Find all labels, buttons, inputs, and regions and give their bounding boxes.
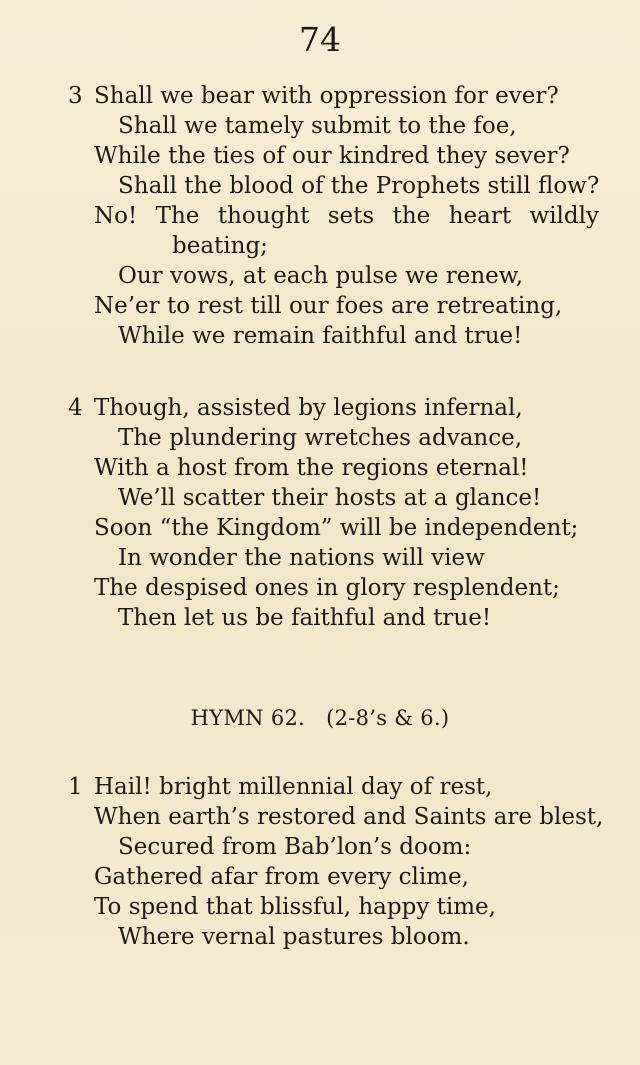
verse-number: 3	[68, 83, 83, 109]
verse-line: While we remain faithful and true!	[118, 323, 523, 349]
verse-line	[94, 201, 599, 231]
verse-line: Then let us be faithful and true!	[118, 605, 492, 631]
page-number: 74	[299, 20, 341, 59]
verse-line: Where vernal pastures bloom.	[118, 924, 470, 950]
verse-number: 1	[68, 774, 83, 800]
verse-line: Hail! bright millennial day of rest,	[94, 774, 493, 800]
verse-line: The plundering wretches advance,	[118, 425, 523, 451]
verse-line-text: No! The thought sets the heart wildly	[94, 203, 599, 229]
verse-line: Shall we bear with oppression for ever?	[94, 83, 559, 109]
verse-line: We’ll scatter their hosts at a glance!	[118, 485, 542, 511]
verse-line: Our vows, at each pulse we renew,	[118, 263, 524, 289]
verse-line: When earth’s restored and Saints are blest,	[94, 804, 604, 830]
verse-line: beating;	[172, 233, 268, 259]
verse-line: While the ties of our kindred they sever?	[94, 143, 570, 169]
hymn-heading	[0, 704, 640, 732]
verse-line: Shall we tamely submit to the foe,	[118, 113, 517, 139]
verse-line: Ne’er to rest till our foes are retreating,	[94, 293, 563, 319]
verse-line: Shall the blood of the Prophets still flow?	[118, 173, 600, 199]
verse-line: With a host from the regions eternal!	[94, 455, 529, 481]
verse-line: Secured from Bab’lon’s doom:	[118, 834, 472, 860]
verse-line: Soon “the Kingdom” will be independent;	[94, 515, 579, 541]
verse-line: To spend that blissful, happy time,	[94, 894, 496, 920]
verse-line: Gathered afar from every clime,	[94, 864, 469, 890]
verse-line: Though, assisted by legions infernal,	[94, 395, 523, 421]
hymn-meter: (2-8’s & 6.)	[326, 706, 450, 730]
verse-line: In wonder the nations will view	[118, 545, 485, 571]
verse-line: The despised ones in glory resplendent;	[94, 575, 560, 601]
hymn-title: HYMN 62.	[190, 706, 306, 730]
verse-number: 4	[68, 395, 83, 421]
